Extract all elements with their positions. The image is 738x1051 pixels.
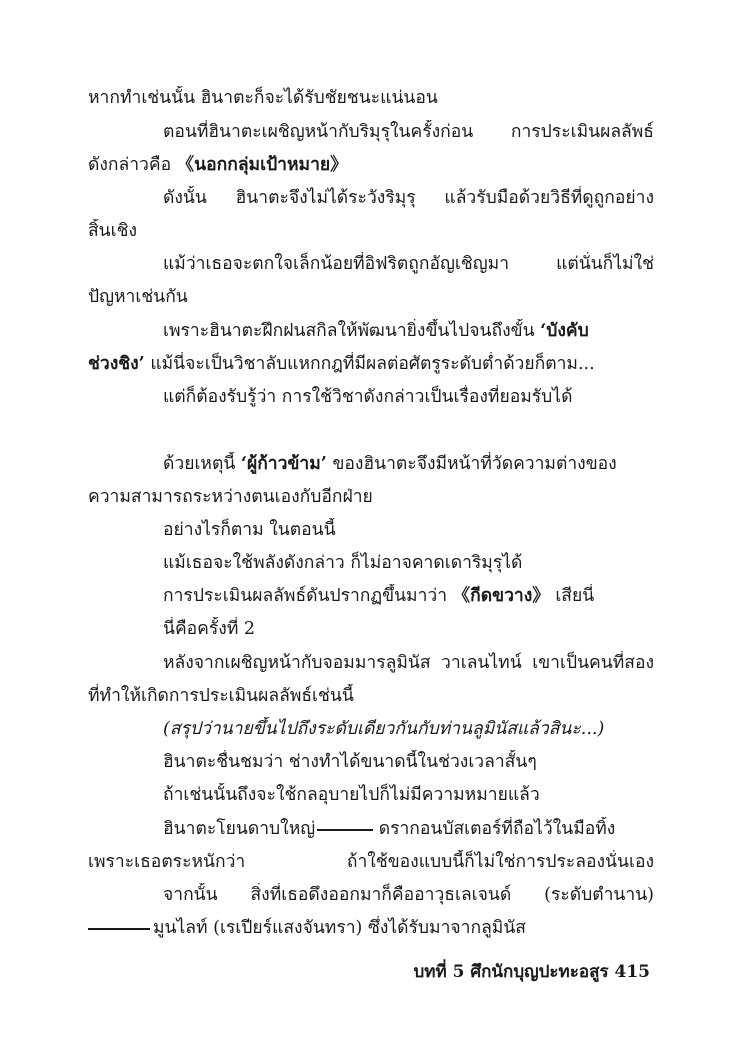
bold-term: ช่วงชิง’ (88, 354, 145, 374)
italic-thought-line: (สรุปว่านายขึ้นไปถึงระดับเดียวกันกับท่านลูมินัสแล้วสินะ...) (163, 719, 605, 739)
text-line: สิ้นเชิง (88, 221, 138, 241)
text-line (163, 452, 654, 476)
bold-term: ‘ผู้ก้าวข้าม’ (240, 454, 327, 474)
text-segment: เพราะฮินาตะฝึกฝนสกิลให้พัฒนายิ่งขึ้นไปจนถึงขั้น (163, 321, 541, 341)
em-dash-rule (317, 829, 373, 831)
text-line: หลังจากเผชิญหน้ากับจอมมารลูมินัส วาเลนไทน์ เขาเป็นคนที่สอง (163, 653, 654, 673)
text-segment: ด้วยเหตุนี้ (163, 454, 241, 474)
text-line (163, 817, 654, 841)
text-segment: ของฮินาตะจึงมีหน้าที่วัดความต่างของ (326, 454, 617, 474)
text-segment: ดังกล่าวคือ (88, 155, 177, 175)
text-line: จากนั้น สิ่งที่เธอดึงออกมาก็คืออาวุธเลเจนด์ (ระดับตำนาน) (163, 885, 654, 905)
text-line: ปัญหาเช่นกัน (88, 287, 188, 307)
em-dash-rule (88, 928, 150, 930)
text-line: หากทำเช่นนั้น ฮินาตะก็จะได้รับชัยชนะแน่นอน (88, 88, 438, 108)
text-line: ถ้าเช่นนั้นถึงจะใช้กลอุบายไปก็ไม่มีความหมายแล้ว (163, 785, 540, 805)
text-segment: แม้นี่จะเป็นวิชาลับแหกกฎที่มีผลต่อศัตรูระดับต่ำด้วยก็ตาม... (144, 354, 595, 374)
text-line (88, 352, 654, 376)
bold-term: 《กีดขวาง》 (452, 586, 550, 606)
text-segment: มูนไลท์ (เรเปียร์แสงจันทรา) ซึ่งได้รับมาจากลูมินัส (153, 918, 526, 938)
text-line: แม้เธอจะใช้พลังดังกล่าว ก็ไม่อาจคาดเดาริมุรุได้ (163, 553, 523, 573)
text-line: เพราะเธอตระหนักว่า ถ้าใช้ของแบบนี้ก็ไม่ใช่การประลองนั่นเอง (88, 852, 654, 872)
text-line: แม้ว่าเธอจะตกใจเล็กน้อยที่อิฟริตถูกอัญเชิญมา แต่นั่นก็ไม่ใช่ (163, 254, 654, 274)
text-segment: เสียนี่ (549, 586, 595, 606)
text-line (163, 319, 654, 343)
text-line: ฮินาตะชื่นชมว่า ช่างทำได้ขนาดนี้ในช่วงเวลาสั้นๆ (163, 752, 537, 772)
text-line: ที่ทำให้เกิดการประเมินผลลัพธ์เช่นนี้ (88, 686, 354, 706)
text-line (163, 584, 654, 608)
text-segment: การประเมินผลลัพธ์ดันปรากฏขึ้นมาว่า (163, 586, 453, 606)
text-line: ตอนที่ฮินาตะเผชิญหน้ากับริมุรุในครั้งก่อน การประเมินผลลัพธ์ (163, 122, 654, 142)
text-line: อย่างไรก็ตาม ในตอนนี้ (163, 520, 336, 540)
text-segment: ฮินาตะโยนดาบใหญ่ (163, 819, 316, 839)
bold-term: 《นอกกลุ่มเป้าหมาย》 (176, 155, 348, 175)
text-segment: ดรากอนบัสเตอร์ที่ถือไว้ในมือทิ้ง (373, 819, 616, 839)
page-footer: บทที่ 5 ศึกนักบุญปะทะอสูร 415 (413, 962, 650, 982)
bold-term: ‘บังคับ (540, 321, 589, 341)
text-line (88, 153, 654, 177)
text-line: แต่ก็ต้องรับรู้ว่า การใช้วิชาดังกล่าวเป็นเรื่องที่ยอมรับได้ (163, 387, 573, 407)
text-line: ความสามารถระหว่างตนเองกับอีกฝ่าย (88, 487, 373, 507)
text-line (88, 916, 654, 940)
text-line: ดังนั้น ฮินาตะจึงไม่ได้ระวังริมุรุ แล้วรับมือด้วยวิธีที่ดูถูกอย่าง (163, 188, 654, 208)
text-line: นี่คือครั้งที่ 2 (163, 619, 256, 639)
